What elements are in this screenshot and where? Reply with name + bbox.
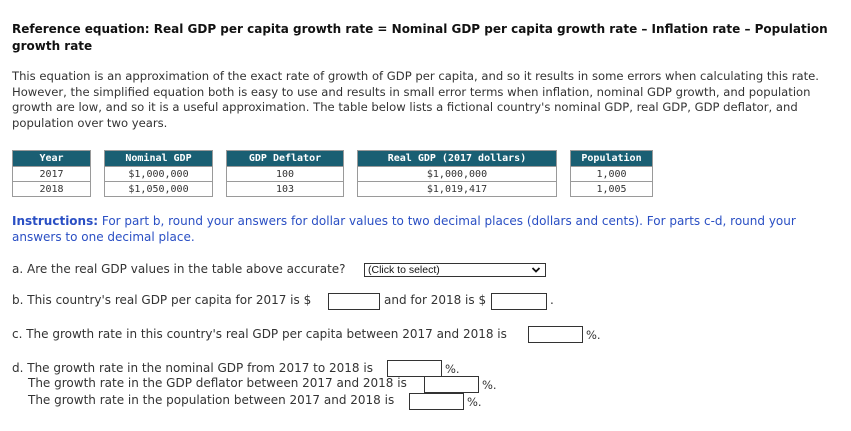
chevron-down-icon xyxy=(531,264,541,276)
real-gdp-per-capita-2017-input[interactable] xyxy=(328,293,380,310)
cell-year: 2017 xyxy=(13,167,91,182)
col-header-real-gdp: Real GDP (2017 dollars) xyxy=(358,151,557,167)
population-growth-input[interactable] xyxy=(409,393,464,410)
cell-population: 1,005 xyxy=(571,182,653,197)
real-gdp-per-capita-2018-input[interactable] xyxy=(491,293,547,310)
question-b: b. This country's real GDP per capita for 2017 is $ xyxy=(12,293,312,307)
percent-unit: %. xyxy=(586,328,601,342)
cell-nominal-gdp: $1,000,000 xyxy=(105,167,213,182)
percent-unit: %. xyxy=(445,362,460,376)
cell-gdp-deflator: 100 xyxy=(227,167,344,182)
instructions-text: For part b, round your answers for dollar values to two decimal places (dollars and cents). For parts c-d, round your answers to one decimal place. xyxy=(12,214,796,244)
select-value: (Click to select) xyxy=(368,264,440,276)
question-b-end: . xyxy=(550,293,554,307)
percent-unit: %. xyxy=(482,378,497,392)
question-a: a. Are the real GDP values in the table above accurate? xyxy=(12,262,346,276)
cell-nominal-gdp: $1,050,000 xyxy=(105,182,213,197)
cell-population: 1,000 xyxy=(571,167,653,182)
instructions xyxy=(12,213,842,245)
col-header-gdp-deflator: GDP Deflator xyxy=(227,151,344,167)
gdp-data-table xyxy=(12,150,653,197)
table-row xyxy=(13,167,653,182)
cell-year: 2018 xyxy=(13,182,91,197)
question-d-deflator: The growth rate in the GDP deflator between 2017 and 2018 is xyxy=(28,376,407,390)
question-d-population: The growth rate in the population between 2017 and 2018 is xyxy=(28,393,395,407)
intro-paragraph: This equation is an approximation of the exact rate of growth of GDP per capita, and so it results in some errors when calculating this rate. However, the simplified equation both is easy to use and results in small error terms when inflation, nominal GDP growth, and population growth are low, and so it is a useful approximation. The table below lists a fictional country's nominal GDP, real GDP, GDP deflator, and population over two years. xyxy=(12,69,819,130)
reference-equation: Reference equation: Real GDP per capita growth rate = Nominal GDP per capita growth rate – Inflation rate – Population growth rate xyxy=(12,22,828,53)
table-row xyxy=(13,182,653,197)
col-header-year: Year xyxy=(13,151,91,167)
instructions-label: Instructions: xyxy=(12,214,99,228)
percent-unit: %. xyxy=(467,395,482,409)
table-header-row xyxy=(13,151,653,167)
gdp-deflator-growth-input[interactable] xyxy=(424,376,479,393)
cell-real-gdp: $1,000,000 xyxy=(358,167,557,182)
accuracy-select[interactable] xyxy=(364,263,546,277)
cell-gdp-deflator: 103 xyxy=(227,182,344,197)
col-header-nominal-gdp: Nominal GDP xyxy=(105,151,213,167)
question-c: c. The growth rate in this country's real GDP per capita between 2017 and 2018 is xyxy=(12,327,507,341)
question-d-nominal: d. The growth rate in the nominal GDP from 2017 to 2018 is xyxy=(12,361,373,375)
col-header-population: Population xyxy=(571,151,653,167)
nominal-gdp-growth-input[interactable] xyxy=(387,360,442,377)
real-gdp-per-capita-growth-input[interactable] xyxy=(528,326,583,343)
question-b-mid: and for 2018 is $ xyxy=(384,293,487,307)
cell-real-gdp: $1,019,417 xyxy=(358,182,557,197)
